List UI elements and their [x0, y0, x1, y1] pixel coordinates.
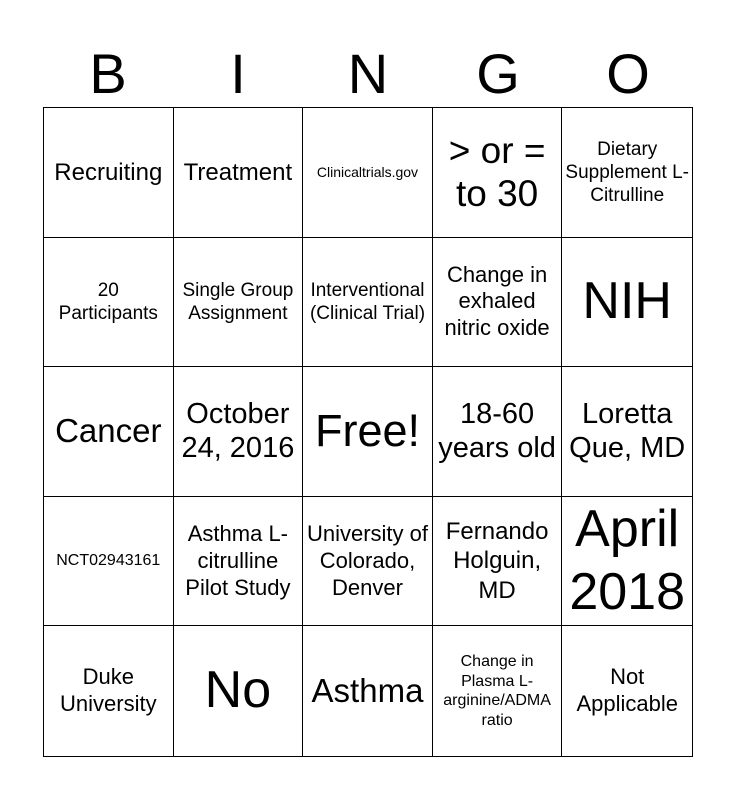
- header-letter-g: G: [476, 42, 520, 105]
- bingo-cell: University of Colorado, Denver: [303, 497, 433, 627]
- bingo-cell: Recruiting: [44, 108, 174, 238]
- bingo-cell: 20 Participants: [44, 238, 174, 368]
- header-letter-b: B: [89, 42, 127, 105]
- bingo-cell: Asthma L-citrulline Pilot Study: [174, 497, 304, 627]
- bingo-cell: 18-60 years old: [433, 367, 563, 497]
- bingo-cell: Loretta Que, MD: [562, 367, 692, 497]
- bingo-cell: Interventional (Clinical Trial): [303, 238, 433, 368]
- bingo-cell: Cancer: [44, 367, 174, 497]
- bingo-cell: Change in exhaled nitric oxide: [433, 238, 563, 368]
- bingo-cell: Fernando Holguin, MD: [433, 497, 563, 627]
- bingo-cell: No: [174, 626, 304, 756]
- bingo-cell: NCT02943161: [44, 497, 174, 627]
- header-letter-o: O: [606, 42, 650, 105]
- bingo-cell: Single Group Assignment: [174, 238, 304, 368]
- bingo-cell: Not Applicable: [576, 664, 678, 717]
- header-letter-n: N: [347, 42, 389, 105]
- bingo-cell: Asthma: [303, 626, 433, 756]
- free-cell: Free!: [303, 367, 433, 497]
- bingo-cell: October 24, 2016: [174, 367, 304, 497]
- bingo-cell: Dietary Supplement L-Citrulline: [562, 108, 692, 238]
- bingo-header: [43, 40, 693, 108]
- bingo-cell: NIH: [562, 238, 692, 368]
- bingo-cell: Treatment: [174, 108, 304, 238]
- header-letter-i: I: [230, 42, 246, 105]
- bingo-cell: Clinicaltrials.gov: [303, 108, 433, 238]
- bingo-cell: April 2018: [562, 497, 692, 627]
- bingo-board: [43, 107, 693, 757]
- bingo-cell: Duke University: [44, 626, 174, 756]
- bingo-cell: Change in Plasma L-arginine/ADMA ratio: [433, 626, 563, 756]
- bingo-cell: > or = to 30: [433, 108, 563, 238]
